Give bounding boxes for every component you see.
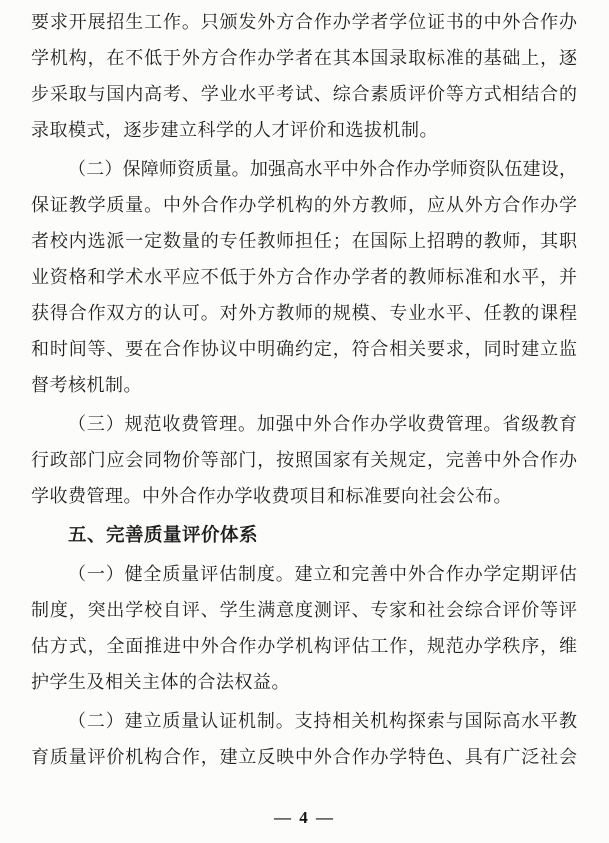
text-line: 制度，突出学校自评、学生满意度测评、专家和社会综合评价等评 bbox=[31, 600, 577, 620]
text-line: （二）保障师资质量。加强高水平中外合作办学师资队伍建设， bbox=[68, 159, 577, 179]
text-line: 录取模式，逐步建立科学的人才评价和选拔机制。 bbox=[31, 120, 438, 140]
paragraph bbox=[31, 556, 577, 700]
text-line: （一）健全质量评估制度。建立和完善中外合作办学定期评估 bbox=[68, 564, 577, 584]
text-line: 学收费管理。中外合作办学收费项目和标准要向社会公布。 bbox=[31, 486, 512, 506]
text-line: 和时间等、要在合作协议中明确约定，符合相关要求，同时建立监 bbox=[31, 339, 577, 359]
document-body bbox=[31, 4, 577, 778]
text-line: 获得合作双方的认可。对外方教师的规模、专业水平、任教的课程 bbox=[31, 303, 577, 323]
text-line: 步采取与国内高考、学业水平考试、综合素质评价等方式相结合的 bbox=[31, 84, 577, 104]
paragraph bbox=[31, 406, 577, 514]
text-line: 育质量评价机构合作，建立反映中外合作办学特色、具有广泛社会 bbox=[31, 747, 577, 767]
text-line: 学机构，在不低于外方合作办学者在其本国录取标准的基础上，逐 bbox=[31, 48, 577, 68]
text-line: 估方式，全面推进中外合作办学机构评估工作，规范办学秩序，维 bbox=[31, 636, 577, 656]
text-line: 护学生及相关主体的合法权益。 bbox=[31, 672, 290, 692]
text-line: （三）规范收费管理。加强中外合作办学收费管理。省级教育 bbox=[68, 414, 577, 434]
text-line: 者校内选派一定数量的专任教师担任；在国际上招聘的教师，其职 bbox=[31, 231, 577, 251]
heading-line: 五、完善质量评价体系 bbox=[68, 524, 259, 545]
text-line: 督考核机制。 bbox=[31, 375, 142, 395]
paragraph bbox=[31, 4, 577, 148]
text-line: 业资格和学术水平应不低于外方合作办学者的教师标准和水平，并 bbox=[31, 267, 577, 287]
page-number: — 4 — bbox=[274, 808, 335, 827]
paragraph bbox=[31, 703, 577, 775]
text-line: （二）建立质量认证机制。支持相关机构探索与国际高水平教 bbox=[68, 711, 577, 731]
text-line: 保证教学质量。中外合作办学机构的外方教师，应从外方合作办学 bbox=[31, 195, 577, 215]
text-line: 行政部门应会同物价等部门，按照国家有关规定，完善中外合作办 bbox=[31, 450, 577, 470]
paragraph bbox=[31, 151, 577, 403]
text-line: 要求开展招生工作。只颁发外方合作办学者学位证书的中外合作办 bbox=[31, 12, 577, 32]
section-heading bbox=[31, 517, 577, 553]
